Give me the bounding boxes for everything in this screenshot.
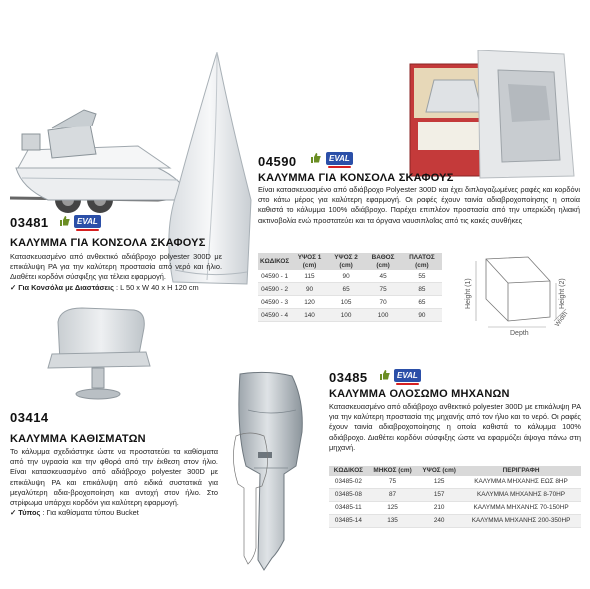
thumbs-up-icon: [60, 216, 70, 226]
table-row: [329, 501, 581, 514]
table-cell: 45: [364, 270, 401, 283]
table-header: ΜΗΚΟΣ (cm): [368, 466, 417, 476]
table-cell: 240: [417, 514, 461, 527]
table-cell: 03485-11: [329, 501, 368, 514]
table-cell: 65: [328, 283, 365, 296]
table-header: ΚΩΔΙΚΟΣ: [258, 253, 291, 270]
table-cell: 03485-14: [329, 514, 368, 527]
table-row: [329, 488, 581, 501]
product-title-03485: ΚΑΛΥΜΜΑ ΟΛΟΣΩΜΟ ΜΗΧΑΝΩΝ: [329, 388, 510, 400]
table-cell: 90: [328, 270, 365, 283]
table-cell: 135: [368, 514, 417, 527]
table-cell: ΚΑΛΥΜΜΑ ΜΗΧΑΝΗΣ 200-350HP: [461, 514, 581, 527]
eval-logo: EVAL: [394, 369, 421, 382]
table-cell: 87: [368, 488, 417, 501]
height2-label: Height (2): [559, 278, 566, 309]
table-cell: 157: [417, 488, 461, 501]
table-cell: 03485-08: [329, 488, 368, 501]
product-description-03485: Κατασκευασμένο από αδιάβροχο ανθεκτικό polyester 300D με επικάλυψη PA για την καλύτερη προστασία της μηχανής από τον ήλιο και το νερό. Οι ραφές έχουν ταινία αδιαβροχοποίησης η οποία καθιστά το κάλυμμα 100% αδιάβροχο. Διαθέτει κορδόνι σύσφιξης ώστε να εφαρμόζει άψογα πάνω στη μηχανή.: [329, 402, 581, 452]
table-cell: 04590 - 3: [258, 296, 291, 309]
table-row: [258, 296, 442, 309]
table-cell: 140: [291, 309, 328, 322]
table-row: [258, 270, 442, 283]
table-cell: 90: [291, 283, 328, 296]
table-cell: 04590 - 1: [258, 270, 291, 283]
table-cell: 90: [402, 309, 442, 322]
depth-label: Depth: [510, 330, 529, 337]
width-label: Width: [553, 310, 570, 329]
type-value: : Για καθίσματα τύπου Bucket: [42, 508, 139, 518]
table-cell: 75: [364, 283, 401, 296]
dims-label: ✓ Για Κονσόλα με Διαστάσεις: [10, 282, 114, 292]
table-cell: 04590 - 2: [258, 283, 291, 296]
dimension-diagram: [458, 247, 580, 337]
table-cell: 75: [368, 476, 417, 489]
table-row: [329, 514, 581, 527]
table-cell: 70: [364, 296, 401, 309]
table-row: [258, 309, 442, 322]
table-cell: 210: [417, 501, 461, 514]
table-cell: 120: [291, 296, 328, 309]
product-code-03485: 03485: [329, 370, 368, 385]
table-cell: 85: [402, 283, 442, 296]
table-cell: 125: [368, 501, 417, 514]
table-cell: 04590 - 4: [258, 309, 291, 322]
product-description-04590: Είναι κατασκευασμένο από αδιάβροχο Polyester 300D και έχει διπλογαζωμένες ραφές και κορδόνι στο κάτω μέρος για καλύτερη εφαρμογή. Οι ραφές έχουν ταινία αδιαβροχοποίησης η οποία καθιστά το κάλυμμα 100% αδιάβροχο. Παρέχει επιπλέον προστασία από την υπεριώδη ηλιακή ακτινοβολία ενώ προστατεύει και τα όργανα ναυσιπλοΐας από τις κακές συνθήκες: [258, 185, 580, 225]
product-code-03481: 03481: [10, 215, 49, 230]
table-cell: ΚΑΛΥΜΜΑ ΜΗΧΑΝΗΣ 70-150HP: [461, 501, 581, 514]
product-title-03481: ΚΑΛΥΜΜΑ ΓΙΑ ΚΟΝΣΟΛΑ ΣΚΑΦΟΥΣ: [10, 237, 206, 249]
dims-value: : L 50 x W 40 x H 120 cm: [116, 282, 199, 292]
table-header: ΠΕΡΙΓΡΑΦΗ: [461, 466, 581, 476]
table-cell: ΚΑΛΥΜΜΑ ΜΗΧΑΝΗΣ 8-70HP: [461, 488, 581, 501]
table-cell: 55: [402, 270, 442, 283]
spec-table-04590: [258, 253, 442, 322]
thumbs-up-icon: [380, 370, 390, 380]
product-code-04590: 04590: [258, 154, 297, 169]
product-code-03414: 03414: [10, 410, 49, 425]
product-description-03414: Το κάλυμμα σχεδιάστηκε ώστε να προστατεύει τα καθίσματα από την υγρασία και την φθορά από την έκθεση στον ήλιο. Είναι κατασκευασμένο από αδιάβροχο polyester 300D με επικάλυψη PA και επικάλυψη από ειδικά συστατικά για μεγαλύτερη αδια-βροχοποίηση και αντοχή στον ήλιο. Στο στρίφωμα υπάρχει κορδόνι για καλύτερη εφαρμογή. ✓ Τύπος : Για καθίσματα τύπου Bucket: [10, 447, 218, 518]
table-cell: 65: [402, 296, 442, 309]
table-row: [258, 283, 442, 296]
table-header: ΠΛΑΤΟΣ (cm): [402, 253, 442, 270]
table-header: ΒΑΘΟΣ (cm): [364, 253, 401, 270]
table-header: ΚΩΔΙΚΟΣ: [329, 466, 368, 476]
table-cell: 105: [328, 296, 365, 309]
engine-cover-outline-diagram: [226, 430, 276, 580]
table-header: ΥΨΟΣ 1 (cm): [291, 253, 328, 270]
table-row: [329, 476, 581, 489]
table-cell: 03485-02: [329, 476, 368, 489]
table-cell: ΚΑΛΥΜΜΑ ΜΗΧΑΝΗΣ ΕΩΣ 8HP: [461, 476, 581, 489]
eval-logo: EVAL: [326, 152, 353, 165]
table-cell: 115: [291, 270, 328, 283]
spec-table-03485: [329, 466, 581, 528]
table-cell: 100: [364, 309, 401, 322]
table-header: ΥΨΟΣ 2 (cm): [328, 253, 365, 270]
seat-cover-image: [38, 304, 158, 402]
eval-logo: EVAL: [74, 215, 101, 228]
table-cell: 125: [417, 476, 461, 489]
thumbs-up-icon: [311, 153, 321, 163]
product-description-03481: Κατασκευασμένο από ανθεκτικό αδιάβροχο polyester 300D με επικάλυψη PA για την καλύτερη προστασία από νερό και ήλιο. Διαθέτει κορδόνι σύσφιξης για τέλεια εφαρμογή. ✓ Για Κονσόλα με Διαστάσεις : L 50 x W 40 x H 120 cm: [10, 252, 222, 292]
table-cell: 100: [328, 309, 365, 322]
product-title-04590: ΚΑΛΥΜΜΑ ΓΙΑ ΚΟΝΣΟΛΑ ΣΚΑΦΟΥΣ: [258, 172, 454, 184]
table-header: ΥΨΟΣ (cm): [417, 466, 461, 476]
height1-label: Height (1): [465, 278, 472, 309]
type-label: ✓ Τύπος: [10, 508, 41, 518]
console-cover-package-image: [404, 50, 576, 180]
product-title-03414: ΚΑΛΥΜΜΑ ΚΑΘΙΣΜΑΤΩΝ: [10, 433, 146, 445]
